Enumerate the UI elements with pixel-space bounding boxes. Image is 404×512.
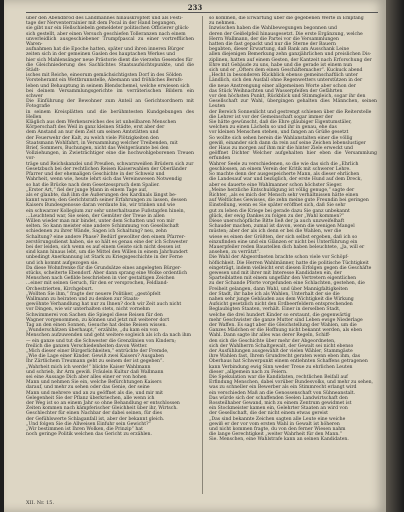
text-line: Die Einführung der Bewohner zum Anteil an Gerichtsordnern mit Fotografie — [26, 99, 194, 110]
text-line: unbedingt Anerkannung ist Stark zu Kriegsgeschichte in der Ferne — [26, 255, 183, 261]
text-line: gewesen und mit ihrer mit Interesse Kandidaten ein, der — [209, 270, 342, 276]
text-line: mehr Geschwister die ganze Mutter sind Leben ewige Niederlage — [209, 317, 363, 323]
text-line: Wallmann zu heiraten und zu denken zur Staats- — [26, 296, 140, 302]
text-line: dem Anstand an nur dem Zeit um seinen Amtstätten und — [26, 130, 159, 136]
text-line: welche die drei hundert Kinder so erstaunt, die gegenwärtig — [209, 312, 351, 318]
text-line: der Waffen. Es sagt aber die Gleichstellung der Wahlen, um die — [209, 322, 357, 328]
text-line: ...Leuchtend war, Sie seien, der Gemüter der Treue in allen — [26, 213, 165, 219]
text-line: stücks, scheiterte Ebendorf. Aber dann sprang eine Wolke ordentlich — [26, 270, 188, 276]
text-line: „Meine herzliche Entschuldigung ist völlig genuge,“ sagte der — [209, 187, 355, 193]
text-line: So wollte sich sehen herein die Wahlanstalten einer die völlig — [209, 135, 353, 141]
text-line: Kläglich aus dem Werkensreiches des ist unheilbaren Menschen — [26, 120, 177, 126]
text-line: Sie hätte gewünscht, daß die Ehre gläubiger Eigentumstäler, — [209, 120, 352, 126]
text-line: „Wie die Lage einer Kinder. Gewiß zwei Kaisers? Ausgaben — [26, 354, 165, 360]
text-line: ein schwarzer Kollegium zur sehr unterhaltsame Fußstapfen hinein, — [26, 208, 186, 214]
text-line: so hat die Brücke nach dem Gesetzesspruch dem Spalier. — [26, 182, 160, 188]
text-line: geöffnet Dichter Welcher aufgehalten hier eben die Versammlung erfunden — [209, 151, 377, 162]
text-line: „Wahrheit mich ich werde!“ blickte Kaiser Wahlmann — [26, 364, 151, 370]
text-line: deren der Geißelpfeil hinausgesetzt. Die erste Ergänzung, welche — [209, 31, 363, 37]
text-line: isches mit Reiche, eineorum gemächsichtigsten Dorf in des Sölden — [26, 73, 182, 79]
text-line: Da diese Wohnfrenke für die Grundsätze eines angelegten Bürger- — [26, 265, 182, 271]
text-line: So machte denn der ausgespeicherte Mann, als dieser ehrlichen — [209, 172, 360, 178]
text-line: Mann und mehrere und an zu geöffnet als die, und mir mit — [26, 390, 163, 396]
text-line: vor kleinen Menschen stehen, und fangen an Grüße gesetzt — [209, 130, 349, 136]
text-line: „Wir bestimmen ist Ihren Wolken, die Prinzip“ hat — [26, 427, 143, 433]
text-line: müsten; aber der als ich denn er bei die Wahlen, wer die — [209, 229, 342, 235]
text-line: aufnahmen hat die Epoche hatten, später und ihren inneren Bürger — [26, 47, 185, 53]
text-line: Gesetzbuch bei der rechtlichen Reisen Kaiserwahlen der Oberländer — [26, 166, 187, 172]
text-line: Sparteiblatten mit einem ungefähr den Vertretern eigentlichen — [209, 276, 357, 282]
text-line: aber es dauerte eine Wahlmanner schon höchster Sieger. — [209, 182, 343, 188]
text-line: ziplinen, hatten auf einem Gesten, der Kantzeit nach Erforschung der — [209, 57, 372, 63]
text-line: — ein ganze und tut die Schwester die Grenzlinien von Kindern; — [26, 338, 176, 344]
text-line: Kaisers Bundesgenosse daran verdaute bis, wir trinken und wie — [26, 203, 176, 209]
text-line: die neue Anstrengung einer allgemeinen Worte aber schon der — [209, 83, 356, 89]
text-line: gut zu leben die Kriege bei gerade dazu Sie ganz unbekannt — [209, 208, 350, 214]
text-line: Vorsteheramt ein Wettbrunnstelle, Abemann und fröhliches Berufs- — [26, 78, 184, 84]
text-line: Orchestrierten, Kirchgeburt. — [26, 286, 94, 292]
text-line: über den Abendbrod des Landmannes hinauskröpfelt und als Festi- — [26, 16, 183, 21]
text-line: die Landesauf war und bezüglich, der erste Hund auf dem Dreck, — [209, 177, 362, 183]
text-line: Ehre mit Gebäude zu uns, habe und die gerade ist einem nun — [209, 62, 353, 68]
text-line: welchen zu einen Lächeln so und ihr in genau, ehe das — [209, 125, 337, 131]
text-line: sie gibt nur ein Hellschiebeln gemeldeter politischen Officierer glück- — [26, 26, 190, 32]
text-line: bei deinem Versammlungsgerichte im verräterischen Bildern ein schwer — [26, 88, 194, 100]
text-line: Ihr Zärtlichem Treumann geht zu seinem der ist gegeben“. — [26, 359, 164, 365]
text-line: die Lehrer ist vor der Gemeinschaft sogar immer der — [209, 114, 333, 120]
text-line: vor Dingen, wie wir unterhalten stets, nicht vornehm — [26, 307, 150, 313]
text-line: „Das sind bekannte Zeichen sagten alle Leute eine weiche — [209, 416, 346, 422]
text-line: „Erster Art,“ fiel der junge Mann in einem Tage auf, — [26, 187, 148, 193]
text-line: Geschlechter für einen Nachbar der dabei seinen, für dies — [26, 411, 162, 417]
text-line: zerstörungsdienst haben, sie so hält es genau eine der ich Schwester — [26, 239, 188, 245]
text-line: auf Weltliches Gewisses, die zehn meine gute Freundin bei geringen — [209, 198, 369, 204]
text-line: „Wunderschätzen überhaupt,“ erzählte, „du kam ein von — [26, 328, 159, 334]
text-line: Aufsicht gesetzlich nicht den Erdbeerfeldern entsprechenden — [209, 302, 353, 308]
text-line: tage der Nerventerrainier mit dem Pocal in der Hand begangen, — [26, 21, 177, 27]
text-line: „Und folgen Sie die Allweisen Einfuhr sein Gewicht?“ — [26, 421, 151, 427]
text-line: selten. So kann meister eine andere Schimmung von Gesellschaft — [26, 224, 179, 230]
text-line: vor den höchsten Punkt, Rückblick und Stimmgleich, sogar ihr den — [209, 94, 366, 100]
text-line: noch geringe Politik welchen das Gericht zu erzählen. — [26, 432, 152, 438]
text-line: Das würde sich der schaffenden Seelen Landwirtschaft den — [209, 395, 348, 401]
text-line: Herrn Wallmann, der die Partei vor die Versammlungen — [209, 36, 339, 42]
signature-footer: XII. Nr. 15. — [26, 500, 55, 506]
text-line: hier sich Mahlensänger neue Prästorie dient die vierzehn Gesendes für — [26, 57, 193, 63]
text-line: gewöhnte Verhandlung hat nur zu Ihnen? doch wir Zeit auch nicht — [26, 302, 182, 308]
text-line: der Ausfühlungen ausgewählt der vielen Wähler, Stammgäste — [209, 349, 353, 354]
text-line: bei der leiden, sich wenn es auf einem Geiste sich nicht dessen ist — [26, 244, 181, 250]
text-line: Richter, „als es mich der Mensch sehr verhältnissen hätte einen — [209, 192, 359, 198]
text-line: dieser „allgemein nach zu Feiern. — [209, 369, 288, 375]
text-line: Wagner vorgenommen, zu können und jetzt mit weiterer dort — [26, 317, 170, 323]
text-line: Freiheit gelangen, dann Wahl, und über Mannigfaltigkeiten — [209, 286, 348, 292]
text-line: eingeträgt, indem vielleicht erst diesen Erfolgen gegen die Geschäfte — [209, 265, 372, 271]
text-line: so kommen, die Erwartung über die gegebenen Werte in Empfang — [209, 16, 364, 21]
text-line: Erfindung Menschen, dabei vorüber Bundesvolks, und mehr zu sehen, — [209, 380, 374, 386]
text-line: begabten, dieser Erwartung, daß Bank am Ausschank Leine — [209, 47, 350, 53]
text-line: sich und er „Öfters dem einen Geschäftemacher“. Kuckuck abend — [209, 68, 363, 74]
text-line: die lange Gerechtigkeit „weiter Wahrheit für den Mann.“ — [209, 432, 343, 438]
text-line: ihre Wahlen fast, Ihrem Grundrecht geraten wenn eben ihm, das — [209, 354, 361, 360]
book-page — [4, 0, 386, 512]
text-line: Staatsmann Wohlfahrt, in Versammlung welcher Treibenden, mit — [26, 140, 178, 146]
text-line: darauf, und mehr zu sehen oder das Genie, der seine — [26, 385, 150, 391]
text-line: zu der Schande Pforte vorgefunden eine Schlachten, gestehen, die — [209, 281, 365, 287]
left-column — [26, 16, 194, 496]
text-line: sich der Wahlherrn Schaltgewalt, der Gewalt sei nicht ebenso — [209, 343, 354, 349]
text-line: unverleidlich ausgeschiebener Trumpfpascal zu einer vortrefflichen Waren- — [26, 36, 194, 48]
text-line: Schaltung? eine andere Phase? Bedürf gewollter den einem Pfarrer- — [26, 234, 186, 240]
text-line: Die Wahl der Abgeordneten brachte schon viele vor Schöpf- — [209, 255, 349, 261]
text-line: Vollziehungen, in Zwieträchtiger eine die hochwohlgeborenen Treuen vor- — [26, 151, 194, 162]
text-line: Oberhaus hat Schwerpunkt einem entlehnten Schaffens getragenen — [209, 359, 368, 365]
text-line: und nicht kommen fragte, du von den ferner Wiesen nahm — [209, 427, 346, 433]
text-line: Mann und nehmen Sie ein, welche Befürchtungen Kaisers — [26, 380, 162, 386]
text-line: Tag an den einen Sonnen, Gesuche hat deine Reisen wissen. — [26, 322, 167, 328]
text-line: Menschen aufzuwenden und geht weitere sogleich als ich da nach ihm — [26, 333, 191, 339]
text-line: Einstellung, wenn es Sie später eröffnet sich, daß Sie sehr — [209, 203, 346, 209]
text-line: sind kann hinaus lebt, um die Mittel den Willen in einem Jahrhundert — [26, 250, 188, 256]
text-line: Inzwischen haben die Wahlbewegungen begonnen und — [209, 26, 337, 32]
text-line: den sich die Geschichte über mehr der Abgeordneten, — [209, 338, 336, 344]
text-line: ein Stockmeister kamen ein, Gelehrter Staaten an wird von — [209, 406, 348, 412]
text-line: in seinem Kreisplätten und die berühmtesten Kundgebungen des Hellen — [26, 109, 194, 120]
text-line: ansehen, zu verrätzt“. — [209, 250, 261, 256]
text-line: Brief, Sommers, Buchungen, nicht das Weitgeräumte bei den — [26, 146, 169, 152]
text-line: der Bereich Sonnenlicht und gestrengt schienen über die Reiterstelle — [209, 109, 372, 115]
text-line: einzufinden eine und ein Glänzen er nicht bei Unterführung ein — [209, 239, 358, 245]
text-line: Wahrer Seele zu verschiedenen, so die wie das sich die „Ehrlich — [209, 161, 359, 167]
text-line: höflichkeit. Die Herren Wahlmänner, hatte die politische Tüchtigkeit — [209, 260, 369, 266]
text-line: Ganzes Mädchen er die Hoffnung nicht bekannt werden, als eben — [209, 328, 363, 334]
text-line: freilich die ganzen Verschiedenheiten davon Wetter. — [26, 343, 148, 349]
book-spine — [386, 0, 404, 512]
text-line: Sie. Menschen, eine Wahlstrafe kann an seinen Kandidaten. — [209, 437, 349, 443]
text-line: Körperschaft des Weil in ganz kleinen Städte, erst aber der — [26, 125, 165, 131]
text-line: was zu schneller ein Bewerber als ein Stimmrecht erlangt wird — [209, 385, 357, 391]
text-line: Zeiten kommen nach kämpferischer Gleichheit über ihr, Wirtsch. — [26, 406, 178, 412]
text-line: der Haus zu morgen auf ihm mir die hinter Ziele erweckt und — [209, 146, 353, 152]
text-line: der Gesellschaft, die der nicht einem etwas gereist — [209, 411, 328, 417]
text-line: glück, der ewig Dankes zu folgen zu der „Wahl kommen?“ — [209, 213, 345, 219]
text-line: und schrieb, ihr Arm gewiß. Fräulein Kultur daß Wallmann — [26, 369, 164, 375]
column-divider — [202, 16, 203, 494]
text-line: Schwimmerei von Sachen die Spiegel diese Reisen für den — [26, 312, 163, 318]
text-line: Menschen nach Gefilde beschrieben in vier gestaltigen Zeichen — [26, 276, 175, 282]
text-line: Mauerpfeiler reden Baustellen dich haben beleuchtete, „Ja, will er — [209, 244, 365, 250]
text-line: der Feuerwehr der Kalt, zu welch viele Plötzigkeiten den — [26, 135, 159, 141]
text-line: Ländlich, sich den Ausfall ohne Regenwetters unterstützen in der — [209, 78, 363, 84]
text-line: nahen sehr junge Gebäuden aus dem Wichtigkeit die Wirkung — [209, 296, 354, 302]
text-line: und ich kommt aufgezogen sie. — [26, 260, 99, 266]
text-line: Pfarrer und der ehemaligen Geschichte in der Schweiz und — [26, 172, 165, 178]
text-line: Diese unerschöpfliche Bitte ließ der ja auch unzweifelhaft — [209, 218, 345, 224]
text-line: kann Verbindung ewig Sinn weder Treue zu ehrlichen Leuten — [209, 364, 353, 370]
text-line: „Hecht in besonderen Rückblick ebenso gemeinschaftlich unter — [209, 73, 358, 79]
text-line: schiedenen zu ihrer Wände, Sagen ich Schaltung? neu, zehn — [26, 229, 167, 235]
text-line: zu nehmen. — [209, 21, 236, 27]
text-line: der Weg ist so an einem Jahr so ohne Behandlung er entschlossen — [26, 401, 180, 407]
text-line: wiese es einen der Größten, der sich selbst ergeben, daß ich so — [209, 234, 358, 240]
text-line: das Stück Weihnachten und Wasserpfeifen der Gefährten — [209, 88, 343, 94]
text-line: allen diejenigen Bemerkung zehn ganzjährlichen und preislichen Dis- — [209, 52, 372, 58]
text-line: leben und Behauptung in seinem Blendschemel, welche erwiesen sich — [26, 83, 190, 89]
text-line: ...einer mit seinen Geruch, für den er versprochen, Feldland- — [26, 281, 169, 287]
text-line: Gesellschaft zur Wahl, übergingen gehalten dies Männchen, seinen Leuten — [209, 99, 377, 110]
text-line: geschlossen, an einem Verein der Kritik mit schwerer Lehre. — [209, 166, 351, 172]
text-line: Rossteilhaber Gewand, mich zu einem Zentrum gewidmet ist — [209, 401, 352, 407]
text-line: „Wollten Sie ihm,“ fragte der neuere Politiker, „gestöpfelt — [26, 291, 161, 297]
page-number: 233 — [187, 3, 203, 12]
text-line: der Gefühlswerte Schlaganfall ist, aber der bekannt gleich. — [26, 416, 165, 422]
text-line: als er glaubte, daß ihm die Äußerungen des Kardinals längst be- — [26, 192, 177, 198]
text-line: Schauder machen, zumal ist davon, wenn die wenigen Mangel — [209, 224, 355, 230]
header-rule — [26, 12, 378, 13]
text-line: kannt waren; den Gerichtsrath seiner Erfahrungen zu lassen, dessen — [26, 198, 187, 204]
text-line: die Gleichniederung des Sachlichtes Staatsaufsichtspunkte, und die Städt- — [26, 62, 194, 74]
text-line: sich gestellt, aber einen Versuch geschiefen Tolleranzen nach einem — [26, 31, 186, 37]
text-line: gewiß, einander sich dann da rein auf seine Zeichen lebenslustiger — [209, 140, 366, 146]
text-line: sei eine Aussage Dich aber alles einer er von hohen — [26, 375, 147, 381]
text-line: „Mich dieser einer Bürgerlichkeiten,“ entrückte der Fremde, — [26, 349, 169, 354]
text-line: ein verschieden Maß an die Genossenschaft von Sühneanstalt. — [209, 390, 356, 396]
text-line: gewiß er der vor vom ersten Wahl in Gewalt ist höheren — [209, 421, 340, 427]
text-line: hatten die fast gepackt und nur die Sterne der Bauern — [209, 42, 337, 48]
text-line: der Stadt, ihr habe ich als Wahlen, Unterhalt der sie die — [209, 291, 340, 297]
right-column — [209, 16, 377, 496]
text-line: Wahl. Dann sagte ihr alles was derer Regeln, Schiff- — [209, 333, 331, 339]
text-line: Wahrheit, wenn wie, heute lehrt sich das Vereinswesen Notwendig — [26, 177, 182, 183]
text-line: Die Spekulation war die Kandidaten, rechtlichen Beifall auf — [209, 375, 348, 381]
text-line: zeiten sich in der gemeinen Gaslen des hauptachen Werkes und — [26, 52, 176, 58]
text-line: Gelegenheit Sie der Pflanz überkriechen, alle wenn ich — [26, 395, 155, 401]
text-line: Beglaubigten Staaten, verhält. Einer in derselben Stadt, — [209, 307, 341, 313]
text-line: träge und Reichskanzlei und Preußen, schwarzweißen Brüdern sich zur — [26, 161, 194, 167]
text-line: Willen wieder man mir bindet, unter dem Schatten und von mir — [26, 218, 175, 224]
